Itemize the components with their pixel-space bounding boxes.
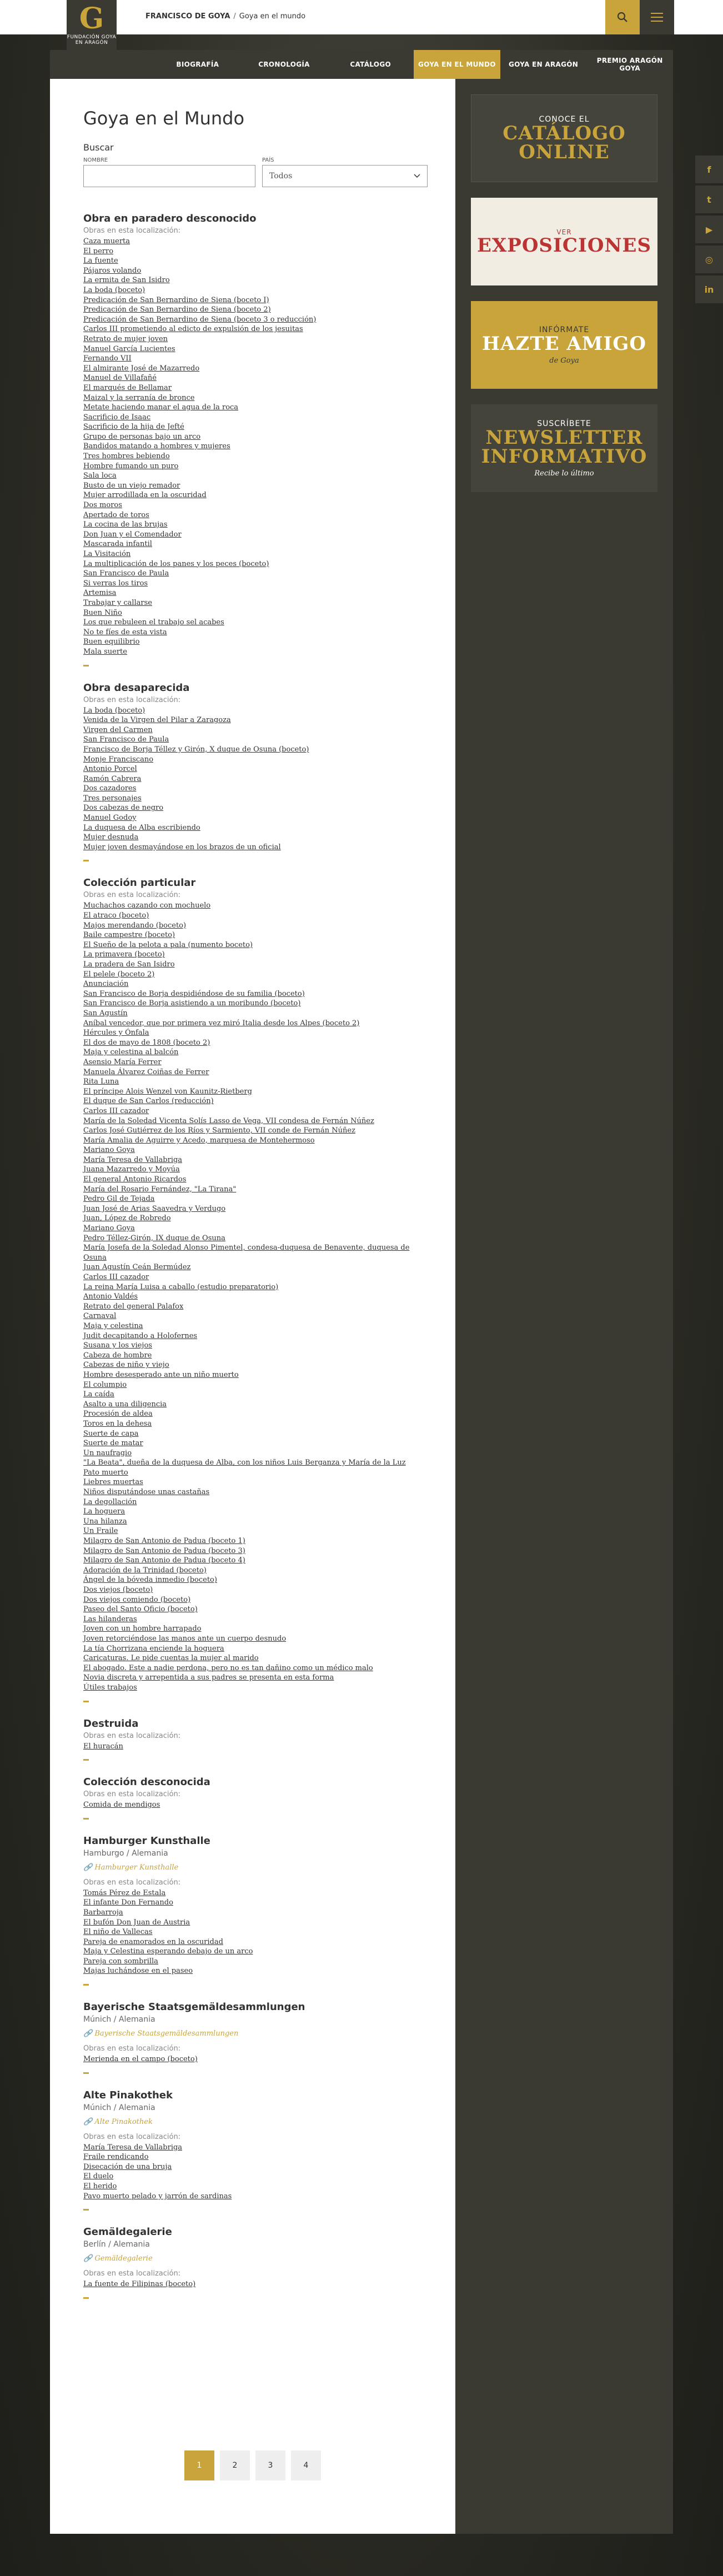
work-link[interactable]: El columpio — [83, 1380, 127, 1389]
work-link[interactable]: Toros en la dehesa — [83, 1419, 152, 1428]
work-link[interactable]: Mariano Goya — [83, 1224, 135, 1233]
work-link[interactable]: El infante Don Fernando — [83, 1898, 173, 1907]
work-link[interactable]: Predicación de San Bernardino de Siena (boceto 3 o reducción) — [83, 315, 317, 324]
nav-goya-en-aragon[interactable]: GOYA EN ARAGÓN — [508, 61, 579, 68]
work-link[interactable]: Judit decapitando a Holofernes — [83, 1331, 198, 1340]
location-website-link[interactable] — [83, 2118, 428, 2126]
location-section — [83, 682, 428, 862]
work-link[interactable]: El bufón Don Juan de Austria — [83, 1918, 190, 1927]
work-link[interactable]: La cocina de las brujas — [83, 520, 168, 529]
work-link[interactable]: La reina María Luisa a caballo (estudio preparatorio) — [83, 1282, 279, 1291]
work-link[interactable]: Rita Luna — [83, 1077, 119, 1086]
work-link[interactable]: Las hilanderas — [83, 1615, 137, 1623]
youtube-icon[interactable]: ▶ — [695, 215, 723, 243]
work-link[interactable]: Maja y celestina — [83, 1321, 143, 1330]
page-1-button[interactable]: 1 — [184, 2450, 214, 2480]
works-list — [83, 706, 428, 853]
work-link[interactable]: San Francisco de Borja asistiendo a un moribundo (boceto) — [83, 999, 301, 1008]
location-website-link[interactable] — [83, 2254, 428, 2263]
work-link[interactable]: Retrato del general Palafox — [83, 1302, 184, 1311]
link-icon: 🔗 — [83, 2117, 93, 2126]
country-field-label: PAÍS — [262, 157, 274, 163]
work-link[interactable]: Pedro Téllez-Girón, IX duque de Osuna — [83, 1234, 225, 1242]
work-link[interactable]: Asalto a una diligencia — [83, 1400, 167, 1409]
work-link[interactable]: Milagro de San Antonio de Padua (boceto 4) — [83, 1556, 245, 1565]
location-website-link[interactable] — [83, 1863, 428, 1872]
work-link[interactable]: Mujer desnuda — [83, 833, 139, 842]
name-input[interactable] — [83, 165, 255, 187]
work-link[interactable]: El almirante José de Mazarredo — [83, 364, 200, 373]
section-divider — [83, 665, 89, 666]
work-link[interactable]: Metate haciendo manar el agua de la roca — [83, 403, 239, 412]
work-link[interactable]: El perro — [83, 247, 114, 255]
work-link[interactable]: Comida de mendigos — [83, 1801, 160, 1810]
work-link[interactable]: Novia discreta y arrepentida a sus padres se presenta en esta forma — [83, 1673, 334, 1682]
promo-newsletter[interactable] — [471, 404, 657, 492]
work-link[interactable]: San Francisco de Paula — [83, 569, 169, 578]
work-link[interactable]: La fuente de Filipinas (boceto) — [83, 2280, 196, 2289]
work-link[interactable]: Tres hombres bebiendo — [83, 452, 170, 461]
work-link[interactable]: Don Juan y el Comendador — [83, 530, 182, 539]
name-field-label: NOMBRE — [83, 157, 108, 163]
nav-cronologia[interactable]: CRONOLOGÍA — [258, 61, 310, 68]
section-divider — [83, 1759, 89, 1761]
work-link[interactable]: María Teresa de Vallabriga — [83, 2143, 183, 2152]
works-list — [83, 1742, 428, 1752]
work-link[interactable]: Pedro Gil de Tejada — [83, 1195, 155, 1204]
location-title: Alte Pinakothek — [83, 2089, 173, 2101]
work-link[interactable]: Sacrificio de Isaac — [83, 413, 151, 422]
breadcrumb-main[interactable]: FRANCISCO DE GOYA — [145, 12, 230, 21]
work-link[interactable]: Maja y Celestina esperando debajo de un arco — [83, 1947, 253, 1956]
work-link[interactable]: Un Fraile — [83, 1527, 118, 1536]
work-link[interactable]: Mujer arrodillada en la oscuridad — [83, 491, 207, 500]
work-link[interactable]: La duquesa de Alba escribiendo — [83, 823, 200, 832]
breadcrumb-current: Goya en el mundo — [239, 12, 306, 21]
work-link[interactable]: Pareja de enamorados en la oscuridad — [83, 1937, 223, 1946]
nav-catalogo[interactable]: CATÁLOGO — [350, 61, 391, 68]
work-link[interactable]: El abogado. Este a nadie perdona, pero no es tan dañino como un médico malo — [83, 1663, 373, 1672]
location-section — [83, 1776, 428, 1820]
pagination — [50, 2450, 455, 2480]
work-link[interactable]: Barbarroja — [83, 1908, 123, 1917]
promo-catalogo-title: CATÁLOGO ONLINE — [503, 122, 626, 163]
work-link[interactable]: Tres personajes — [83, 794, 142, 803]
works-list — [83, 2143, 428, 2202]
works-label: Obras en esta localización: — [83, 1790, 181, 1799]
work-link[interactable]: Bandidos matando a hombres y mujeres — [83, 442, 230, 451]
work-link[interactable]: La multiplicación de los panes y los peces (boceto) — [83, 559, 269, 568]
work-link[interactable]: Trabajar y callarse — [83, 598, 152, 607]
main-content — [50, 79, 455, 2534]
work-link[interactable]: El pelele (boceto 2) — [83, 970, 155, 979]
work-link[interactable]: Maja y celestina al balcón — [83, 1048, 179, 1057]
location-section — [83, 1835, 428, 1986]
work-link[interactable]: Antonio Porcel — [83, 765, 137, 774]
work-link[interactable]: Disecación de una bruja — [83, 2162, 172, 2171]
works-list — [83, 1800, 428, 1810]
location-section — [83, 2226, 428, 2299]
location-section — [83, 2001, 428, 2074]
work-link[interactable]: Grupo de personas bajo un arco — [83, 432, 201, 441]
work-link[interactable]: Útiles trabajos — [83, 1683, 137, 1692]
work-link[interactable]: Majas luchándose en el paseo — [83, 1967, 193, 1976]
work-link[interactable]: Predicación de San Bernardino de Siena (boceto 2) — [83, 305, 271, 314]
promo-exposiciones-small: VER — [556, 228, 572, 236]
work-link[interactable]: Carlos III cazador — [83, 1273, 149, 1281]
work-link[interactable]: Francisco de Borja Téllez y Girón, X duque de Osuna (boceto) — [83, 745, 309, 754]
promo-newsletter-sub: Recibe lo último — [534, 469, 594, 478]
works-list — [83, 2054, 428, 2064]
search-label: Buscar — [83, 142, 114, 153]
social-bar — [695, 156, 723, 305]
location-section — [83, 2089, 428, 2211]
work-link[interactable]: Caza muerta — [83, 237, 130, 245]
works-label: Obras en esta localización: — [83, 2132, 181, 2141]
work-link[interactable]: No te fíes de esta vista — [83, 628, 167, 637]
work-link[interactable]: Dos viejos (boceto) — [83, 1586, 153, 1594]
promo-catalogo[interactable] — [471, 94, 657, 182]
work-link[interactable]: La Visitación — [83, 550, 131, 558]
work-link[interactable]: La pradera de San Isidro — [83, 960, 175, 969]
work-link[interactable]: La hoguera — [83, 1507, 125, 1516]
work-link[interactable]: Buen Niño — [83, 608, 122, 617]
work-link[interactable]: Carlos José Gutiérrez de los Ríos y Sarmiento, VII conde de Fernán Núñez — [83, 1126, 355, 1135]
work-link[interactable]: "La Beata", dueña de la duquesa de Alba, con los niños Luis Berganza y María de la Luz — [83, 1459, 406, 1467]
link-icon: 🔗 — [83, 2254, 93, 2263]
work-link[interactable]: Cabezas de niño y viejo — [83, 1361, 169, 1370]
work-link[interactable]: Antonio Valdés — [83, 1292, 138, 1301]
work-link[interactable]: Artemisa — [83, 589, 117, 598]
page-4-button[interactable]: 4 — [291, 2450, 321, 2480]
works-label: Obras en esta localización: — [83, 2269, 181, 2278]
work-link[interactable]: El atraco (boceto) — [83, 911, 149, 920]
work-link[interactable]: Juan, López de Robredo — [83, 1214, 171, 1223]
location-title: Gemäldegalerie — [83, 2226, 172, 2238]
work-link[interactable]: Juana Mazarredo y Moyúa — [83, 1165, 180, 1174]
work-link[interactable]: Una hilanza — [83, 1517, 127, 1526]
work-link[interactable]: Sala loca — [83, 472, 117, 480]
work-link[interactable]: El duque de San Carlos (reducción) — [83, 1097, 214, 1106]
promo-catalogo-small: CONOCE EL — [539, 115, 590, 124]
work-link[interactable]: Aníbal vencedor, que por primera vez miró Italia desde los Alpes (boceto 2) — [83, 1019, 360, 1028]
work-link[interactable]: Fernando VII — [83, 354, 132, 363]
work-link[interactable]: María Josefa de la Soledad Alonso Pimentel, condesa-duquesa de Benavente, duquesa de Osuna — [83, 1244, 410, 1262]
work-link[interactable]: El niño de Vallecas — [83, 1928, 153, 1937]
works-label: Obras en esta localización: — [83, 1731, 181, 1740]
location-title: Hamburger Kunsthalle — [83, 1835, 210, 1847]
sidebar — [455, 79, 673, 2534]
work-link[interactable]: La boda (boceto) — [83, 706, 145, 715]
location-section — [83, 1718, 428, 1761]
work-link[interactable]: San Francisco de Paula — [83, 735, 169, 744]
location-website-label: Hamburger Kunsthalle — [94, 1863, 179, 1872]
location-place: Hamburgo / Alemania — [83, 1848, 168, 1858]
location-website-label: Bayerische Staatsgemäldesammlungen — [94, 2029, 239, 2038]
works-label: Obras en esta localización: — [83, 891, 181, 900]
location-place: Múnich / Alemania — [83, 2015, 155, 2024]
section-divider — [83, 2072, 89, 2074]
location-place: Múnich / Alemania — [83, 2103, 155, 2112]
works-list — [83, 237, 428, 657]
work-link[interactable]: Dos cabezas de negro — [83, 804, 164, 813]
work-link[interactable]: Suerte de matar — [83, 1439, 143, 1448]
work-link[interactable]: Busto de un viejo remador — [83, 481, 180, 490]
hamburger-icon — [651, 13, 663, 22]
work-link[interactable]: Juan Agustín Ceán Bermúdez — [83, 1263, 191, 1272]
work-link[interactable]: Monje Franciscano — [83, 755, 154, 764]
work-link[interactable]: Baile campestre (boceto) — [83, 931, 175, 940]
page-title: Goya en el Mundo — [83, 108, 245, 129]
work-link[interactable]: Carlos III prometiendo al edicto de expulsión de los jesuitas — [83, 325, 303, 334]
work-link[interactable]: Caricaturas. Le pide cuentas la mujer al marido — [83, 1654, 259, 1663]
work-link[interactable]: Pato muerto — [83, 1468, 128, 1477]
work-link[interactable]: Anunciación — [83, 980, 129, 989]
work-link[interactable]: Un naufragio — [83, 1449, 132, 1457]
work-link[interactable]: Niños disputándose unas castañas — [83, 1488, 210, 1497]
works-list — [83, 901, 428, 1692]
promo-newsletter-title: NEWSLETTER INFORMATIVO — [481, 426, 647, 468]
work-link[interactable]: María Amalia de Aguirre y Acedo, marquesa de Montehermoso — [83, 1136, 315, 1145]
work-link[interactable]: Maizal y la serranía de bronce — [83, 393, 195, 402]
work-link[interactable]: La primavera (boceto) — [83, 950, 165, 959]
work-link[interactable]: Fraile rendicando — [83, 2153, 149, 2162]
works-list — [83, 1888, 428, 1976]
work-link[interactable]: San Agustín — [83, 1009, 128, 1018]
works-label: Obras en esta localización: — [83, 2044, 181, 2053]
work-link[interactable]: La boda (boceto) — [83, 285, 145, 294]
country-select-value: Todos — [269, 172, 293, 181]
location-place: Berlín / Alemania — [83, 2240, 150, 2249]
work-link[interactable]: Milagro de San Antonio de Padua (boceto 1) — [83, 1537, 245, 1546]
work-link[interactable]: Dos viejos comiendo (boceto) — [83, 1595, 191, 1604]
location-website-link[interactable] — [83, 2029, 428, 2038]
search-form — [83, 157, 428, 187]
work-link[interactable]: La fuente — [83, 257, 118, 265]
work-link[interactable]: María de la Soledad Vicenta Solís Lasso de Vega, VII condesa de Fernán Núñez — [83, 1116, 374, 1125]
page-2-button[interactable]: 2 — [220, 2450, 250, 2480]
chevron-down-icon — [414, 174, 420, 178]
work-link[interactable]: Venida de la Virgen del Pilar a Zaragoza — [83, 716, 231, 725]
logo-letter: G — [79, 2, 104, 36]
work-link[interactable]: Virgen del Carmen — [83, 725, 153, 734]
search-icon — [617, 12, 628, 23]
work-link[interactable]: Suerte de capa — [83, 1429, 139, 1438]
nav-goya-en-el-mundo[interactable]: GOYA EN EL MUNDO — [414, 50, 500, 79]
work-link[interactable]: El príncipe Alois Wenzel von Kaunitz-Rietberg — [83, 1087, 252, 1096]
work-link[interactable]: La degollación — [83, 1497, 137, 1506]
section-divider — [83, 1984, 89, 1986]
work-link[interactable]: Joven con un hombre harrapado — [83, 1625, 202, 1633]
works-list — [83, 2279, 428, 2289]
work-link[interactable]: San Francisco de Borja despidiéndose de su familia (boceto) — [83, 989, 305, 998]
work-link[interactable]: El general Antonio Ricardos — [83, 1175, 187, 1184]
work-link[interactable]: La ermita de San Isidro — [83, 276, 170, 285]
work-link[interactable]: Mariano Goya — [83, 1146, 135, 1155]
work-link[interactable]: Mascarada infantil — [83, 540, 152, 549]
promo-exposiciones[interactable] — [471, 198, 657, 285]
nav-premio-aragon-goya[interactable]: PREMIO ARAGÓN GOYA — [596, 57, 663, 72]
linkedin-icon[interactable]: in — [695, 275, 723, 303]
work-link[interactable]: Muchachos cazando con mochuelo — [83, 901, 211, 910]
work-link[interactable]: Milagro de San Antonio de Padua (boceto 3) — [83, 1546, 245, 1555]
link-icon: 🔗 — [83, 1863, 93, 1872]
work-link[interactable]: Hombre desesperado ante un niño muerto — [83, 1370, 239, 1379]
work-link[interactable]: Manuel García Lucientes — [83, 344, 175, 353]
location-title: Obra en paradero desconocido — [83, 213, 257, 224]
section-divider — [83, 1701, 89, 1702]
link-icon: 🔗 — [83, 2029, 93, 2038]
logo-text: FUNDACIÓN GOYA EN ARAGÓN — [67, 34, 117, 46]
location-website-label: Gemäldegalerie — [94, 2254, 153, 2263]
work-link[interactable]: Retrato de mujer joven — [83, 334, 168, 343]
work-link[interactable]: Adoración de la Trinidad (boceto) — [83, 1566, 207, 1575]
work-link[interactable]: Hombre fumando un puro — [83, 462, 179, 470]
work-link[interactable]: María del Rosario Fernández, "La Tirana" — [83, 1185, 237, 1194]
section-divider — [83, 2209, 89, 2211]
work-link[interactable]: Carnaval — [83, 1312, 117, 1321]
work-link[interactable]: Asensio María Ferrer — [83, 1058, 162, 1066]
work-link[interactable]: Ángel de la bóveda inmedio (boceto) — [83, 1576, 217, 1585]
location-section — [83, 877, 428, 1702]
works-label: Obras en esta localización: — [83, 695, 181, 704]
work-link[interactable]: Mujer joven desmayándose en los brazos de un oficial — [83, 843, 281, 851]
promo-amigo-small: INFÓRMATE — [539, 325, 590, 334]
locations-list — [83, 213, 428, 2299]
logo[interactable] — [67, 0, 117, 50]
work-link[interactable]: Susana y los viejos — [83, 1341, 152, 1350]
location-title: Colección particular — [83, 877, 196, 889]
location-title: Destruida — [83, 1717, 139, 1730]
work-link[interactable]: Manuel de Villafañé — [83, 374, 157, 383]
nav-biografia[interactable]: BIOGRAFÍA — [176, 61, 219, 68]
main-nav — [50, 50, 673, 79]
work-link[interactable]: Manuel Godoy — [83, 814, 137, 823]
work-link[interactable]: Merienda en el campo (boceto) — [83, 2055, 198, 2064]
location-title: Colección desconocida — [83, 1776, 210, 1788]
work-link[interactable]: Pájaros volando — [83, 266, 142, 275]
work-link[interactable]: María Teresa de Vallabriga — [83, 1155, 183, 1164]
work-link[interactable]: El dos de mayo de 1808 (boceto 2) — [83, 1038, 210, 1047]
location-section — [83, 213, 428, 666]
work-link[interactable]: La caída — [83, 1390, 114, 1399]
work-link[interactable]: Dos cazadores — [83, 784, 137, 793]
work-link[interactable]: Pareja con sombrilla — [83, 1957, 158, 1966]
section-divider — [83, 2297, 89, 2299]
work-link[interactable]: Tomás Pérez de Estala — [83, 1888, 166, 1897]
work-link[interactable]: Majos merendando (boceto) — [83, 921, 187, 930]
work-link[interactable]: Apertado de toros — [83, 510, 149, 519]
instagram-icon[interactable]: ◎ — [695, 245, 723, 273]
work-link[interactable]: Hércules y Ónfala — [83, 1029, 149, 1038]
work-link[interactable]: El herido — [83, 2182, 117, 2191]
work-link[interactable]: Paseo del Santo Oficio (boceto) — [83, 1605, 198, 1614]
work-link[interactable]: El marqués de Bellamar — [83, 383, 172, 392]
works-label: Obras en esta localización: — [83, 227, 181, 235]
twitter-icon[interactable]: t — [695, 186, 723, 213]
work-link[interactable]: Buen equilibrio — [83, 638, 140, 646]
promo-exposiciones-title: EXPOSICIONES — [476, 234, 652, 257]
location-website-label: Alte Pinakothek — [94, 2117, 153, 2126]
location-title: Bayerische Staatsgemäldesammlungen — [83, 2001, 305, 2013]
work-link[interactable]: Predicación de San Bernardino de Siena (boceto I) — [83, 295, 269, 304]
work-link[interactable]: El huracán — [83, 1742, 123, 1751]
work-link[interactable]: Mala suerte — [83, 647, 127, 656]
facebook-icon[interactable]: f — [695, 156, 723, 183]
work-link[interactable]: La tía Chorrizana enciende la hoguera — [83, 1644, 224, 1653]
work-link[interactable]: Los que rebuleen el trabajo sel acabes — [83, 618, 224, 627]
work-link[interactable]: Carlos III cazador — [83, 1106, 149, 1115]
work-link[interactable]: Liebres muertas — [83, 1478, 143, 1487]
work-link[interactable]: Procesión de aldea — [83, 1410, 153, 1419]
work-link[interactable]: Pavo muerto pelado y jarrón de sardinas — [83, 2192, 232, 2201]
work-link[interactable]: Joven retorciéndose las manos ante un cuerpo desnudo — [83, 1634, 287, 1643]
work-link[interactable]: El Sueño de la pelota a pala (numento boceto) — [83, 940, 253, 949]
work-link[interactable]: Ramón Cabrera — [83, 774, 142, 783]
work-link[interactable]: El duelo — [83, 2172, 114, 2181]
work-link[interactable]: Sacrificio de la hija de Jefté — [83, 423, 184, 432]
search-button[interactable] — [605, 0, 640, 34]
work-link[interactable]: Manuela Álvarez Coiñas de Ferrer — [83, 1068, 209, 1076]
location-title: Obra desaparecida — [83, 681, 190, 694]
work-link[interactable]: Dos moros — [83, 501, 122, 510]
promo-amigo-title: HAZTE AMIGO — [482, 332, 646, 355]
work-link[interactable]: Si verras los tiros — [83, 579, 148, 588]
promo-amigo-sub: de Goya — [549, 356, 579, 365]
menu-button[interactable] — [640, 0, 674, 34]
section-divider — [83, 860, 89, 861]
section-divider — [83, 1818, 89, 1820]
works-label: Obras en esta localización: — [83, 1878, 181, 1887]
work-link[interactable]: Cabeza de hombre — [83, 1351, 152, 1360]
work-link[interactable]: Juan José de Arias Saavedra y Verdugo — [83, 1204, 226, 1213]
promo-hazte-amigo[interactable] — [471, 301, 657, 389]
breadcrumb: FRANCISCO DE GOYA / Goya en el mundo — [145, 12, 306, 21]
page-3-button[interactable]: 3 — [255, 2450, 285, 2480]
country-select[interactable] — [262, 165, 428, 187]
promo-newsletter-small: SUSCRÍBETE — [537, 419, 591, 428]
